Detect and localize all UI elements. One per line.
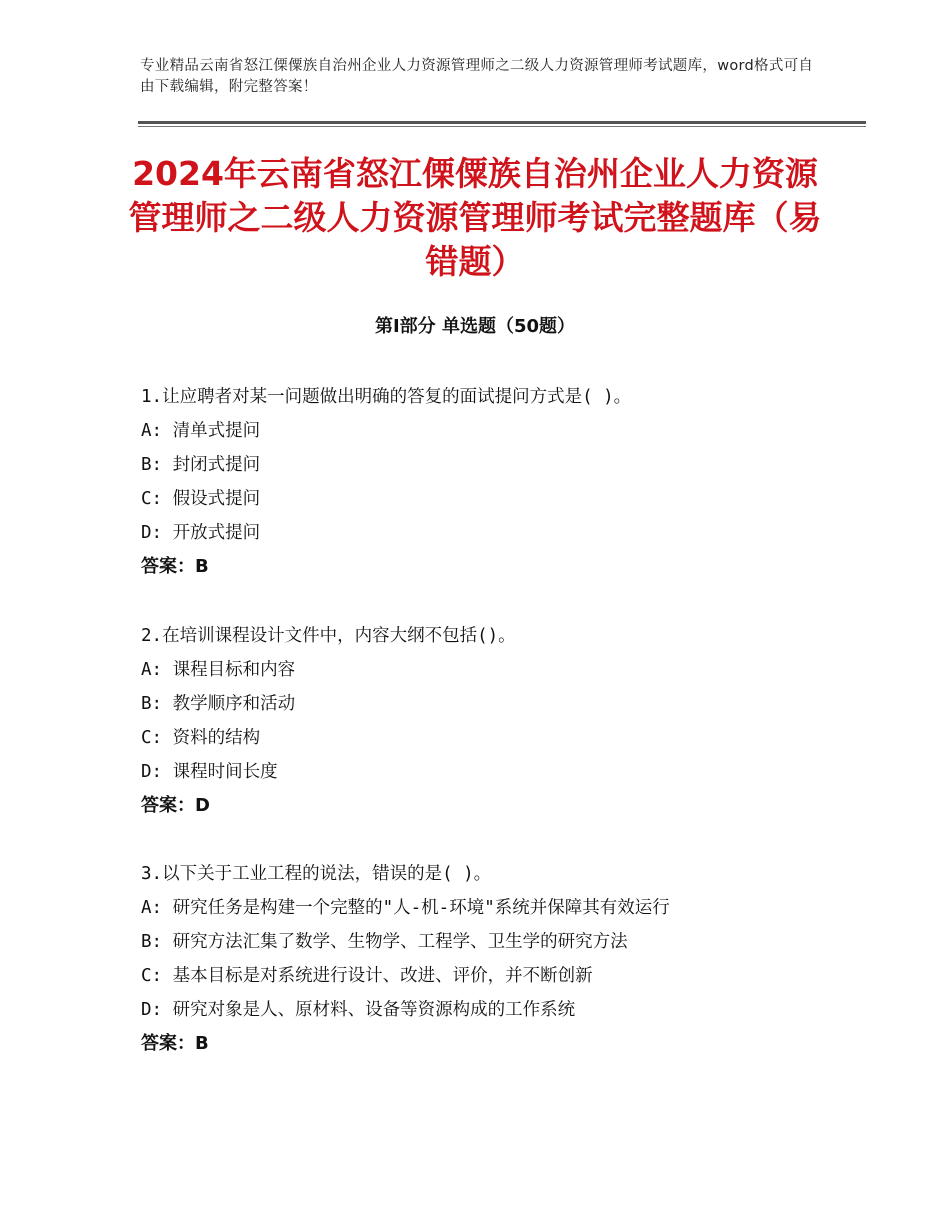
option-b: B: 封闭式提问 (141, 455, 261, 475)
option-c: C: 资料的结构 (141, 728, 261, 748)
header-note: 专业精品云南省怒江傈僳族自治州企业人力资源管理师之二级人力资源管理师考试题库，word格式可自由下载编辑，附完整答案！ (140, 58, 814, 95)
option-a: A: 清单式提问 (141, 421, 261, 441)
option-d: D: 课程时间长度 (141, 762, 278, 782)
option-b: B: 教学顺序和活动 (141, 694, 296, 714)
question-3 (141, 857, 841, 1061)
question-stem: 1.让应聘者对某一问题做出明确的答复的面试提问方式是( )。 (141, 387, 632, 407)
option-a: A: 研究任务是构建一个完整的"人-机-环境"系统并保障其有效运行 (141, 898, 670, 918)
question-2 (141, 619, 841, 823)
question-stem: 3.以下关于工业工程的说法，错误的是( )。 (141, 864, 492, 884)
answer: 答案：B (141, 556, 209, 577)
option-d: D: 开放式提问 (141, 523, 261, 543)
answer: 答案：B (141, 1033, 209, 1054)
answer: 答案：D (141, 795, 210, 816)
option-d: D: 研究对象是人、原材料、设备等资源构成的工作系统 (141, 1000, 576, 1020)
section-title: 第Ⅰ部分 单选题（50题） (374, 316, 575, 337)
header-divider-thick (138, 121, 866, 124)
header-divider-thin (138, 126, 866, 127)
question-1 (141, 380, 841, 584)
option-c: C: 基本目标是对系统进行设计、改进、评价，并不断创新 (141, 966, 593, 986)
option-a: A: 课程目标和内容 (141, 660, 296, 680)
document-title: 2024年云南省怒江傈僳族自治州企业人力资源管理师之二级人力资源管理师考试完整题库（易错题） (128, 154, 822, 281)
option-c: C: 假设式提问 (141, 489, 261, 509)
option-b: B: 研究方法汇集了数学、生物学、工程学、卫生学的研究方法 (141, 932, 628, 952)
question-stem: 2.在培训课程设计文件中，内容大纲不包括()。 (141, 626, 516, 646)
